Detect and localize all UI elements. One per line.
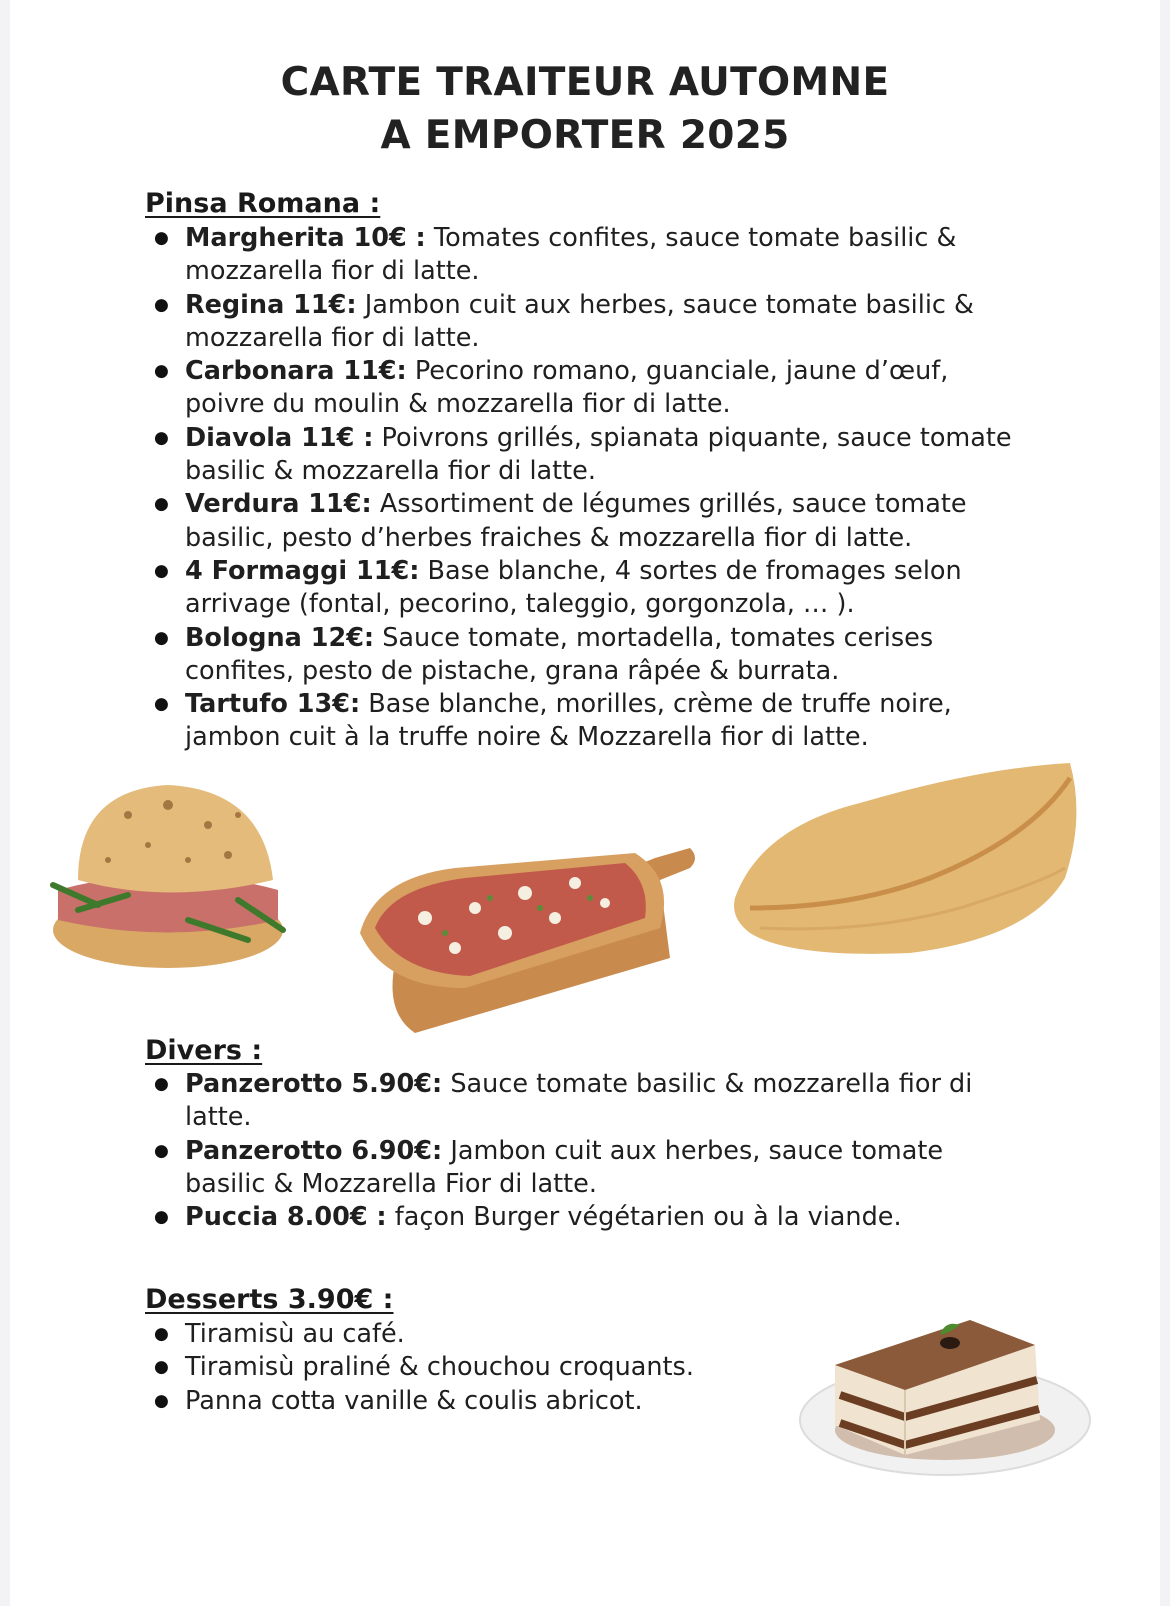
item-desc: Base blanche, morilles, crème de truffe noire, jambon cuit à la truffe noire & Mozzarella fior di latte. [185,689,952,753]
item-name: Bologna 12€: [185,622,375,653]
item-name: Carbonara 11€: [185,356,407,387]
menu-title [0,56,1170,162]
desserts-list [185,1318,745,1418]
item-desc: Jambon cuit aux herbes, sauce tomate basilic & Mozzarella Fior di latte. [185,1135,944,1199]
pinsa-list [185,222,1015,755]
item-name: Regina 11€: [185,289,357,320]
item-desc: Panna cotta vanille & coulis abricot. [185,1385,643,1416]
item-name: Panzerotto 5.90€: [185,1069,443,1099]
item-name: Puccia 8.00€ : [185,1202,387,1233]
item-desc: Base blanche, 4 sortes de fromages selon arrivage (fontal, pecorino, taleggio, gorgonzola, … ). [185,555,962,620]
list-item [185,688,1015,755]
list-item [185,1135,1015,1202]
list-item [185,289,1015,356]
item-desc: Jambon cuit aux herbes, sauce tomate basilic & mozzarella fior di latte. [185,289,974,353]
list-item [185,1068,1015,1135]
item-desc: Poivrons grillés, spianata piquante, sauce tomate basilic & mozzarella fior di latte. [185,422,1012,487]
pinsa-on-board-photo [355,838,705,1043]
list-item [185,1201,1015,1234]
title-line-2: A EMPORTER 2025 [380,113,790,158]
item-desc: Pecorino romano, guanciale, jaune d’œuf, poivre du moulin & mozzarella fior di latte. [185,356,949,420]
list-item [185,422,1015,489]
list-item [185,1385,745,1418]
item-name: Verdura 11€: [185,489,372,520]
list-item [185,555,1015,622]
puccia-sandwich-photo [38,770,298,990]
desserts-heading: Desserts 3.90€ : [145,1284,394,1315]
item-desc: Tomates confites, sauce tomate basilic & mozzarella fior di latte. [185,223,957,287]
item-desc: Tiramisù praliné & chouchou croquants. [185,1352,694,1383]
list-item [185,222,1015,289]
item-desc: Sauce tomate basilic & mozzarella fior di latte. [185,1069,973,1133]
item-desc: façon Burger végétarien ou à la viande. [386,1202,902,1233]
list-item [185,1318,745,1351]
divers-heading: Divers : [145,1035,263,1066]
item-name: 4 Formaggi 11€: [185,555,420,586]
panzerotto-photo [730,758,1085,958]
item-name: Margherita 10€ : [185,223,426,253]
list-item [185,1351,745,1384]
list-item [185,488,1015,555]
item-name: Diavola 11€ : [185,422,374,453]
list-item [185,622,1015,689]
divers-list [185,1068,1015,1234]
tiramisu-photo [795,1305,1095,1480]
title-line-1: CARTE TRAITEUR AUTOMNE [280,60,890,105]
pinsa-heading: Pinsa Romana : [145,188,381,219]
list-item [185,355,1015,422]
item-desc: Assortiment de légumes grillés, sauce tomate basilic, pesto d’herbes fraiches & mozzarella fior di latte. [185,489,967,553]
item-desc: Tiramisù au café. [185,1319,405,1349]
item-desc: Sauce tomate, mortadella, tomates cerises confites, pesto de pistache, grana râpée & burrata. [185,622,934,686]
item-name: Tartufo 13€: [185,689,361,720]
item-name: Panzerotto 6.90€: [185,1135,443,1166]
